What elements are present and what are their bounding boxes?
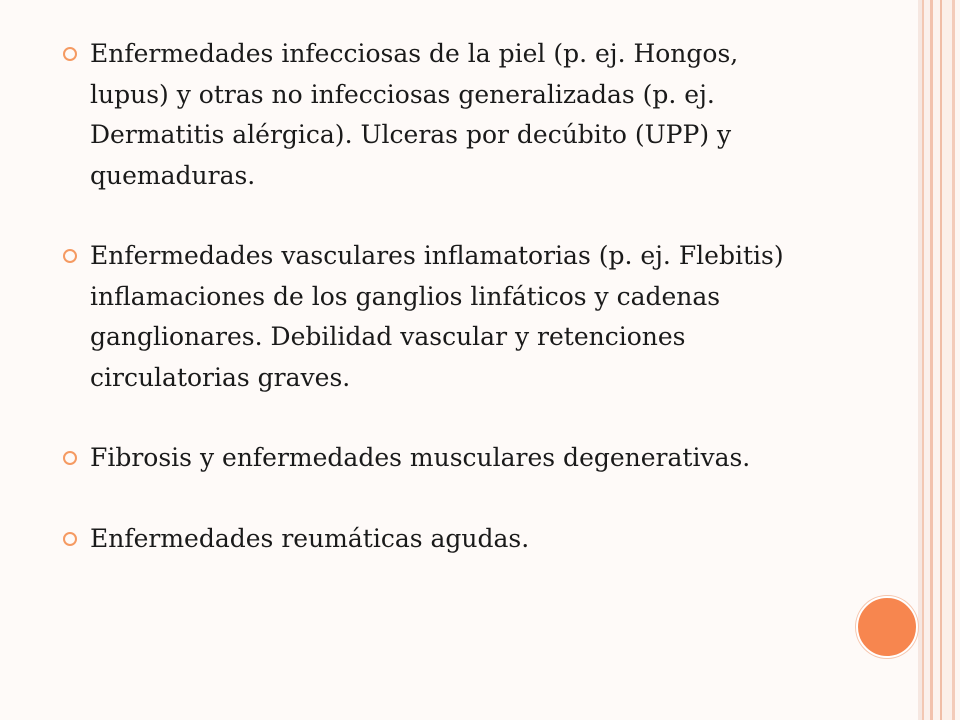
decorative-stripe — [955, 0, 960, 720]
bullet-text: Fibrosis y enfermedades musculares degenerativas. — [90, 443, 751, 472]
decorative-orange-circle — [856, 596, 918, 658]
bullet-item — [60, 438, 820, 479]
bullet-text: Enfermedades reumáticas agudas. — [90, 523, 530, 553]
bullet-text: Enfermedades infecciosas de la piel (p. ej. Hongos, lupus) y otras no infecciosas generalizadas (p. ej. Dermatitis alérgica). Ulceras por decúbito (UPP) y quemaduras. — [90, 39, 739, 190]
decorative-stripe — [942, 0, 952, 720]
bullet-ring-icon — [63, 451, 77, 465]
bullet-text: Enfermedades vasculares inflamatorias (p. ej. Flebitis) inflamaciones de los ganglios linfáticos y cadenas ganglionares. Debilidad vascular y retenciones circulatorias graves. — [90, 241, 784, 392]
bullet-ring-icon — [63, 532, 77, 546]
bullet-ring-icon — [63, 249, 77, 263]
bullet-list — [60, 34, 820, 559]
bullet-item — [60, 519, 820, 560]
decorative-stripe — [933, 0, 940, 720]
bullet-ring-icon — [63, 47, 77, 61]
bullet-item — [60, 236, 820, 398]
bullet-item — [60, 34, 820, 196]
